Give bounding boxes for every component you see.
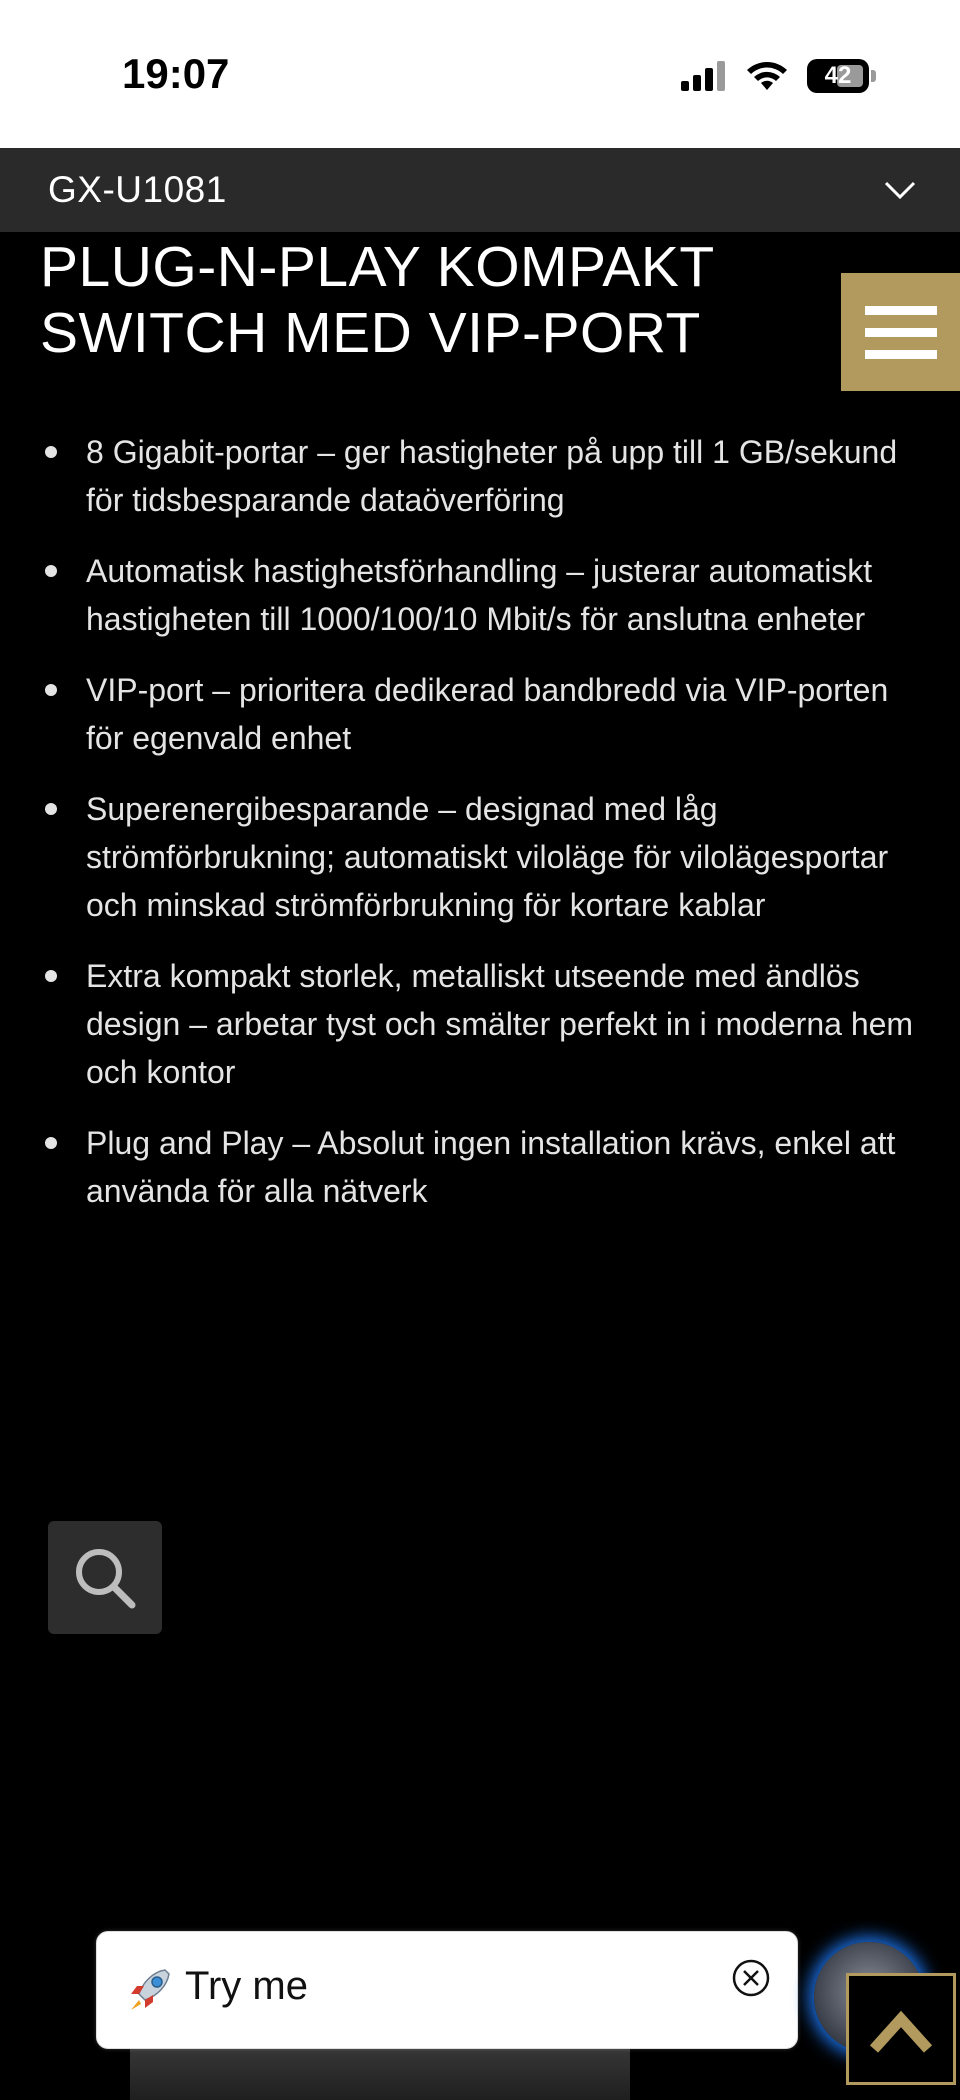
chevron-down-icon[interactable] [880, 170, 920, 210]
status-bar [0, 0, 960, 148]
feature-item: Superenergibesparande – designad med låg strömförbrukning; automatiskt viloläge för vilolägesportar och minskad strömförbrukning för kortare kablar [40, 785, 920, 929]
page-title-line1: PLUG-N-PLAY KOMPAKT [40, 235, 715, 299]
status-icons [681, 56, 876, 96]
product-selector[interactable] [0, 148, 960, 232]
try-me-widget[interactable] [96, 1931, 798, 2049]
search-icon [72, 1545, 138, 1611]
feature-item: Automatisk hastighetsförhandling – justerar automatiskt hastigheten till 1000/100/10 Mbit/s för anslutna enheter [40, 547, 920, 643]
feature-item: 8 Gigabit-portar – ger hastigheter på upp till 1 GB/sekund för tidsbesparande dataöverföring [40, 428, 920, 524]
scroll-to-top-button[interactable] [846, 1973, 956, 2085]
rocket-icon [125, 1964, 175, 2014]
feature-item: VIP-port – prioritera dedikerad bandbredd via VIP-porten för egenvald enhet [40, 666, 920, 762]
signal-icon [681, 61, 727, 91]
status-time: 19:07 [122, 50, 230, 97]
wifi-icon [745, 60, 789, 92]
page-title-line2: SWITCH MED VIP-PORT [40, 301, 701, 365]
battery-icon [807, 59, 876, 93]
product-model: GX-U1081 [48, 169, 227, 210]
close-icon[interactable] [731, 1958, 771, 1998]
hamburger-icon [865, 306, 937, 315]
page-title [40, 234, 840, 366]
battery-level: 42 [824, 62, 852, 89]
feature-list [40, 428, 920, 1238]
menu-button[interactable] [841, 273, 960, 391]
feature-item: Extra kompakt storlek, metalliskt utseende med ändlös design – arbetar tyst och smälter perfekt in i moderna hem och kontor [40, 952, 920, 1096]
feature-item: Plug and Play – Absolut ingen installation krävs, enkel att använda för alla nätverk [40, 1119, 920, 1215]
product-image [130, 2040, 630, 2100]
try-me-label: Try me [185, 1964, 308, 2008]
search-button[interactable] [48, 1521, 162, 1634]
chevron-up-icon [866, 1999, 936, 2059]
